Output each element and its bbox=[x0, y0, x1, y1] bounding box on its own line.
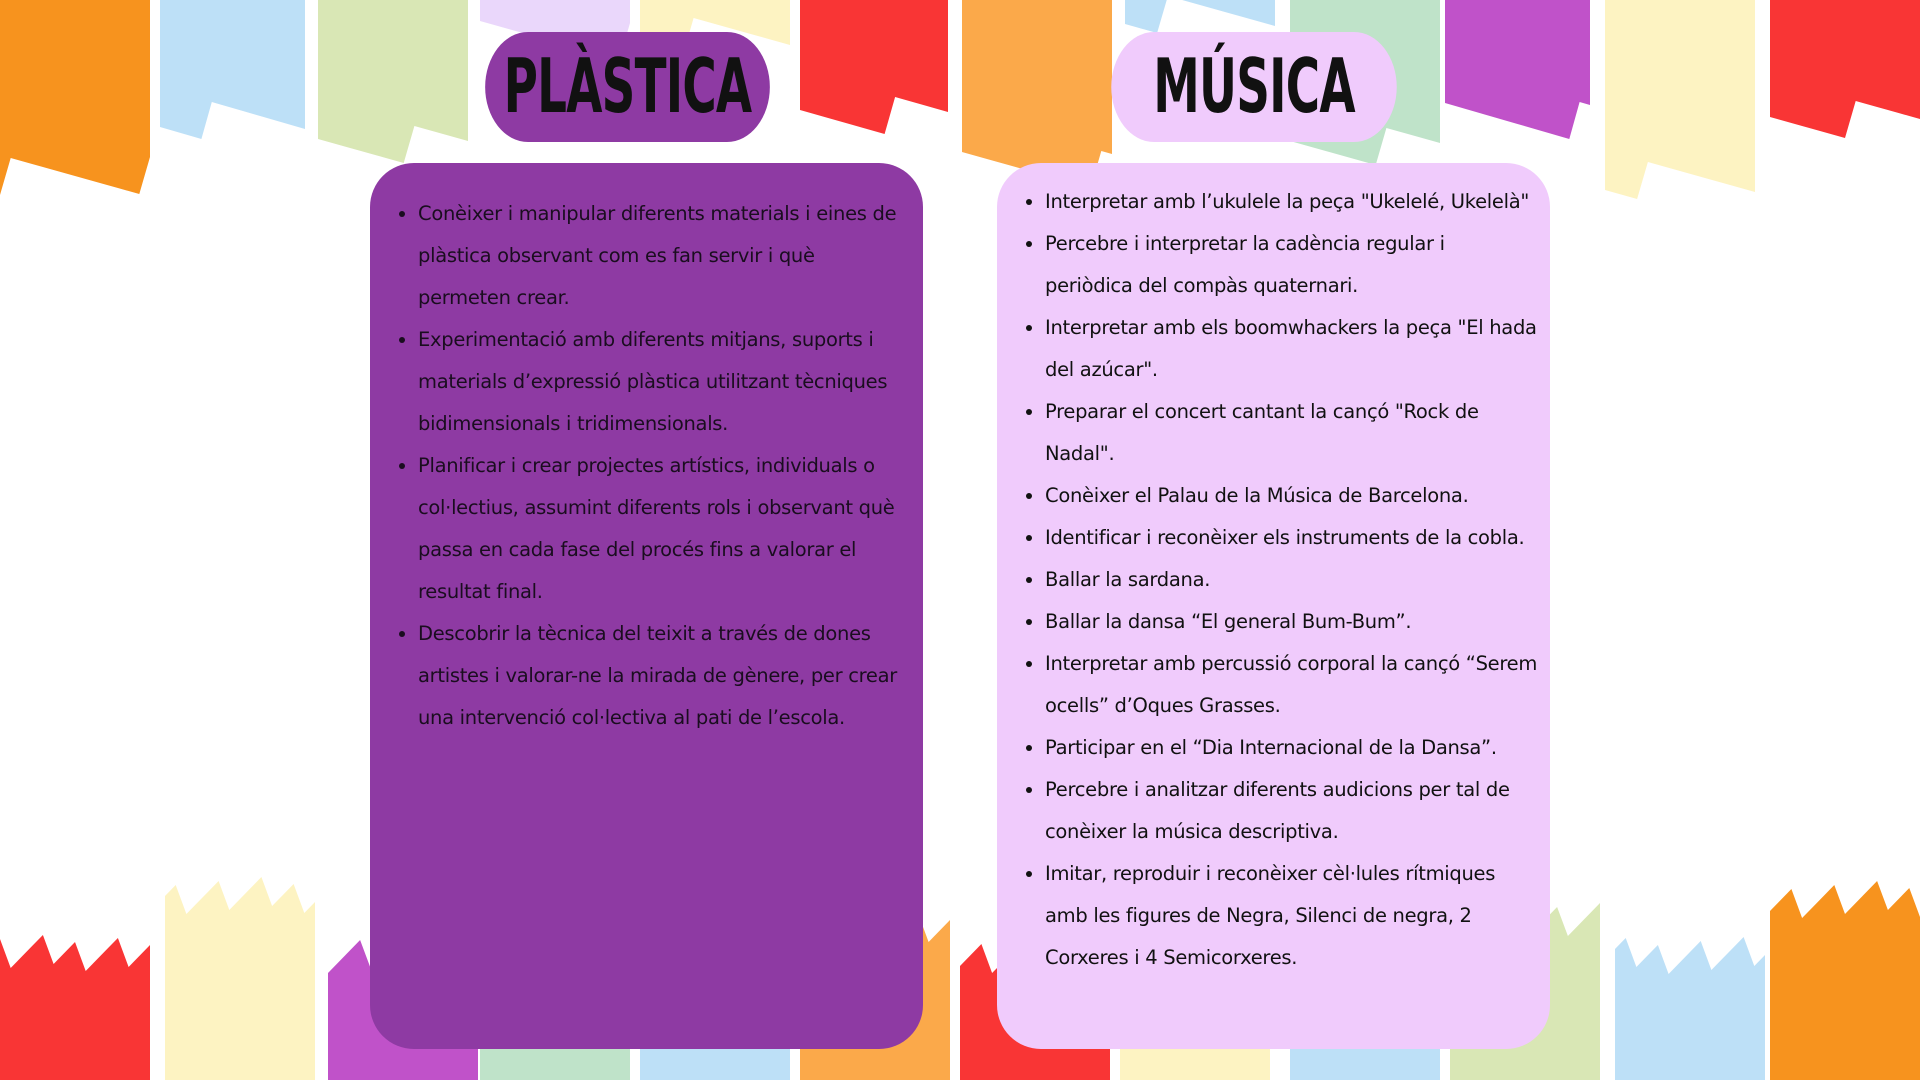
paint-stroke bbox=[0, 935, 150, 1080]
musica-objective-item: • Interpretar amb els boomwhackers la peça "El hada del azúcar". bbox=[1045, 307, 1538, 391]
plastica-objective-item: • Conèixer i manipular diferents materials i eines de plàstica observant com es fan servir i què permeten crear. bbox=[418, 193, 911, 319]
musica-title-pill bbox=[1111, 32, 1396, 142]
paint-stroke bbox=[160, 0, 305, 139]
musica-objectives-list bbox=[1015, 181, 1538, 979]
paint-stroke bbox=[318, 0, 468, 163]
musica-objective-item: • Conèixer el Palau de la Música de Barcelona. bbox=[1045, 475, 1538, 517]
musica-objective-item: • Interpretar amb percussió corporal la cançó “Serem ocells” d’Oques Grasses. bbox=[1045, 643, 1538, 727]
plastica-objective-item: • Descobrir la tècnica del teixit a través de dones artistes i valorar-ne la mirada de gènere, per crear una intervenció col·lectiva al pati de l’escola. bbox=[418, 613, 911, 739]
plastica-objective-item: • Experimentació amb diferents mitjans, suports i materials d’expressió plàstica utilitzant tècniques bidimensionals i tridimensionals. bbox=[418, 319, 911, 445]
paint-stroke bbox=[1770, 0, 1920, 138]
musica-title: MÚSICA bbox=[1153, 43, 1355, 131]
paint-stroke bbox=[1615, 937, 1765, 1080]
paint-stroke bbox=[1605, 0, 1755, 199]
paint-stroke bbox=[165, 877, 315, 1080]
plastica-panel bbox=[370, 163, 923, 1049]
musica-objective-item: • Imitar, reproduir i reconèixer cèl·lules rítmiques amb les figures de Negra, Silenci de negra, 2 Corxeres i 4 Semicorxeres. bbox=[1045, 853, 1538, 979]
plastica-title-pill bbox=[485, 32, 770, 142]
musica-objective-item: • Percebre i interpretar la cadència regular i periòdica del compàs quaternari. bbox=[1045, 223, 1538, 307]
musica-objective-item: • Ballar la sardana. bbox=[1045, 559, 1538, 601]
musica-objective-item: • Identificar i reconèixer els instruments de la cobla. bbox=[1045, 517, 1538, 559]
plastica-objectives-list bbox=[388, 193, 911, 739]
paint-stroke bbox=[962, 0, 1112, 188]
musica-objective-item: • Participar en el “Dia Internacional de la Dansa”. bbox=[1045, 727, 1538, 769]
musica-objective-item: • Preparar el concert cantant la cançó "Rock de Nadal". bbox=[1045, 391, 1538, 475]
plastica-objective-item: • Planificar i crear projectes artístics, individuals o col·lectius, assumint diferents rols i observant què passa en cada fase del procés fins a valorar el resultat final. bbox=[418, 445, 911, 613]
paint-stroke bbox=[800, 0, 948, 134]
musica-panel bbox=[997, 163, 1550, 1049]
paint-stroke bbox=[1770, 881, 1920, 1080]
paint-stroke bbox=[1125, 0, 1275, 33]
musica-objective-item: • Ballar la dansa “El general Bum-Bum”. bbox=[1045, 601, 1538, 643]
musica-objective-item: • Interpretar amb l’ukulele la peça "Ukelelé, Ukelelà" bbox=[1045, 181, 1538, 223]
paint-stroke bbox=[0, 0, 150, 195]
musica-objective-item: • Percebre i analitzar diferents audicions per tal de conèixer la música descriptiva. bbox=[1045, 769, 1538, 853]
paint-stroke bbox=[1445, 0, 1590, 139]
plastica-title: PLÀSTICA bbox=[503, 43, 752, 131]
